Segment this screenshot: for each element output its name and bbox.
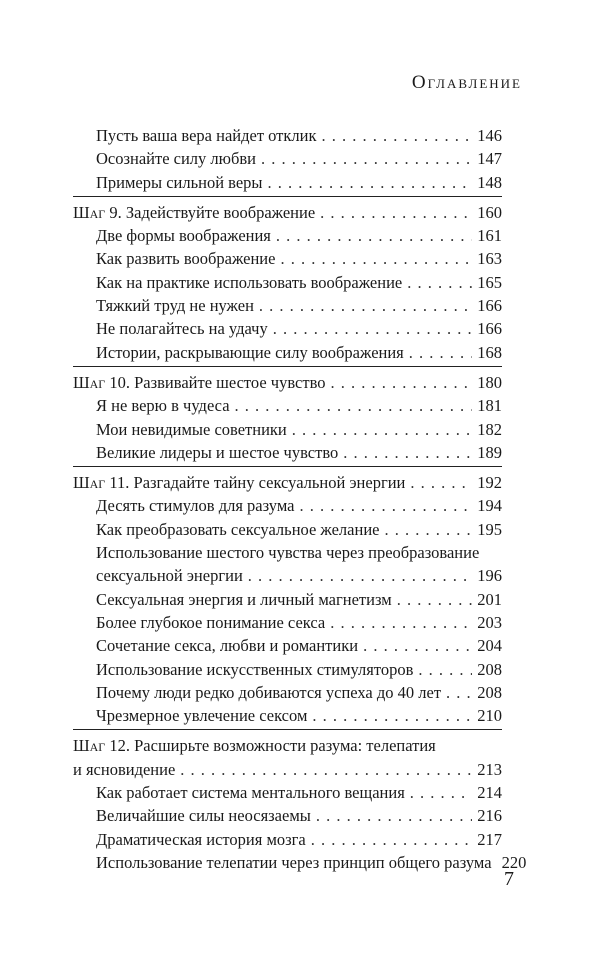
dot-leader — [331, 371, 473, 394]
step-label: Шаг 9. — [73, 202, 122, 222]
dot-leader — [273, 317, 473, 340]
toc-entry-line — [73, 394, 502, 417]
toc-step-line — [73, 471, 502, 494]
toc-entry-line — [73, 804, 502, 827]
entry-title: Как преобразовать сексуальное желание — [96, 519, 380, 539]
entry-title: Использование искусственных стимуляторов — [96, 659, 414, 679]
table-of-contents — [73, 124, 527, 876]
entry-title: Более глубокое понимание секса — [96, 612, 326, 632]
toc-group — [73, 196, 502, 364]
dot-leader — [299, 494, 472, 517]
toc-entry-line — [73, 828, 502, 851]
page-number: 7 — [504, 868, 514, 890]
step-title: Задействуйте воображение — [125, 202, 316, 222]
toc-page-number: 147 — [477, 149, 502, 169]
toc-entry-line — [73, 294, 502, 317]
toc-entry-line — [73, 224, 502, 247]
toc-entry-line — [73, 658, 502, 681]
toc-step-line — [73, 734, 502, 757]
toc-page-number: 148 — [477, 172, 502, 192]
toc-page-number: 204 — [477, 636, 502, 656]
toc-page-number: 192 — [477, 473, 502, 493]
toc-entry-line — [73, 704, 502, 727]
toc-group — [73, 729, 527, 874]
entry-title: Великие лидеры и шестое чувство — [96, 442, 339, 462]
toc-entry-line — [73, 418, 502, 441]
entry-title: Использование телепатии через принцип общего разума — [96, 852, 492, 872]
toc-page-number: 217 — [477, 829, 502, 849]
toc-entry-line — [73, 494, 502, 517]
toc-page-number: 195 — [477, 519, 502, 539]
entry-title: Как работает система ментального вещания — [96, 783, 405, 803]
entry-title: Мои невидимые советники — [96, 419, 287, 439]
entry-title: Тяжкий труд не нужен — [96, 296, 254, 316]
dot-leader — [292, 418, 473, 441]
dot-leader — [446, 681, 472, 704]
toc-entry-line — [73, 247, 502, 270]
dot-leader — [311, 828, 473, 851]
toc-page-number: 166 — [477, 319, 502, 339]
entry-title: Примеры сильной веры — [96, 172, 263, 192]
toc-page-number: 180 — [477, 372, 502, 392]
entry-title: Две формы воображения — [96, 226, 271, 246]
entry-title: Я не верю в чудеса — [96, 396, 230, 416]
toc-page-number: 163 — [477, 249, 502, 269]
toc-page-number: 194 — [477, 496, 502, 516]
toc-entry-line — [73, 341, 502, 364]
toc-page-number: 213 — [477, 759, 502, 779]
step-title-continued: и ясновидение — [73, 759, 176, 779]
dot-leader — [384, 518, 472, 541]
entry-title: Как развить воображение — [96, 249, 276, 269]
step-title: Расширьте возможности разума: телепатия — [134, 736, 436, 756]
running-head: Оглавление — [411, 72, 522, 93]
toc-step-line — [73, 758, 502, 781]
toc-group — [73, 466, 502, 727]
toc-step-line — [73, 201, 502, 224]
dot-leader — [409, 341, 472, 364]
toc-entry-line — [73, 147, 502, 170]
toc-page-number: 210 — [477, 706, 502, 726]
toc-page-number: 166 — [477, 296, 502, 316]
entry-title: Пусть ваша вера найдет отклик — [96, 126, 317, 145]
toc-page-number: 201 — [477, 589, 502, 609]
entry-title: Драматическая история мозга — [96, 829, 306, 849]
dot-leader — [363, 634, 472, 657]
dot-leader — [248, 564, 472, 587]
toc-page-number: 214 — [477, 783, 502, 803]
toc-entry-line — [73, 634, 502, 657]
entry-title: Десять стимулов для разума — [96, 496, 295, 516]
step-label: Шаг 11. — [73, 473, 130, 493]
toc-page-number: 196 — [477, 566, 502, 586]
toc-entry-line — [73, 681, 502, 704]
toc-page-number: 216 — [477, 806, 502, 826]
dot-leader — [268, 171, 473, 194]
dot-leader — [280, 247, 472, 270]
toc-entry-line — [73, 518, 502, 541]
dot-leader — [330, 611, 472, 634]
entry-title: Сексуальная энергия и личный магнетизм — [96, 589, 392, 609]
entry-title: Чрезмерное увлечение сексом — [96, 706, 308, 726]
toc-entry-line — [73, 317, 502, 340]
dot-leader — [259, 294, 472, 317]
entry-title: Истории, раскрывающие силу воображения — [96, 342, 404, 362]
entry-title: Величайшие силы неосязаемы — [96, 806, 311, 826]
toc-entry-line — [73, 541, 502, 564]
step-title: Развивайте шестое чувство — [134, 372, 326, 392]
step-label: Шаг 10. — [73, 372, 130, 392]
toc-page-number: 161 — [477, 226, 502, 246]
dot-leader — [418, 658, 472, 681]
toc-page-number: 208 — [477, 659, 502, 679]
toc-page-number: 160 — [477, 202, 502, 222]
toc-entry-line — [73, 564, 502, 587]
toc-page-number: 203 — [477, 612, 502, 632]
toc-page-number: 181 — [477, 396, 502, 416]
toc-group — [73, 366, 502, 464]
dot-leader — [397, 588, 473, 611]
dot-leader — [316, 804, 472, 827]
dot-leader — [261, 147, 472, 170]
toc-step-line — [73, 371, 502, 394]
toc-entry-line — [73, 441, 502, 464]
dot-leader — [276, 224, 472, 247]
toc-page-number: 220 — [501, 852, 527, 872]
entry-title: Использование шестого чувства через преобразование — [96, 543, 480, 563]
toc-entry-line — [73, 851, 527, 874]
toc-entry-line — [73, 271, 502, 294]
toc-page-number: 146 — [477, 126, 502, 145]
entry-title: Почему люди редко добиваются успеха до 40 лет — [96, 682, 442, 702]
dot-leader — [320, 201, 472, 224]
dot-leader — [407, 271, 472, 294]
entry-title: Осознайте силу любви — [96, 149, 256, 169]
dot-leader — [180, 758, 472, 781]
toc-page-number: 182 — [477, 419, 502, 439]
toc-entry-line — [73, 171, 502, 194]
toc-entry-line — [73, 781, 502, 804]
toc-page-number: 208 — [477, 682, 502, 702]
entry-title: Сочетание секса, любви и романтики — [96, 636, 359, 656]
toc-entry-line — [73, 588, 502, 611]
toc-page-number: 165 — [477, 272, 502, 292]
toc-page-number: 189 — [477, 442, 502, 462]
step-title: Разгадайте тайну сексуальной энергии — [133, 473, 406, 493]
dot-leader — [343, 441, 472, 464]
entry-title: Как на практике использовать воображение — [96, 272, 403, 292]
dot-leader — [322, 124, 473, 147]
entry-title-continued: сексуальной энергии — [96, 566, 243, 586]
dot-leader — [410, 471, 472, 494]
toc-page-number: 168 — [477, 342, 502, 362]
toc-entry-line — [73, 611, 502, 634]
dot-leader — [410, 781, 472, 804]
step-label: Шаг 12. — [73, 736, 130, 756]
dot-leader — [312, 704, 472, 727]
dot-leader — [235, 394, 473, 417]
toc-group — [73, 124, 502, 194]
entry-title: Не полагайтесь на удачу — [96, 319, 268, 339]
toc-entry-line — [73, 124, 502, 147]
